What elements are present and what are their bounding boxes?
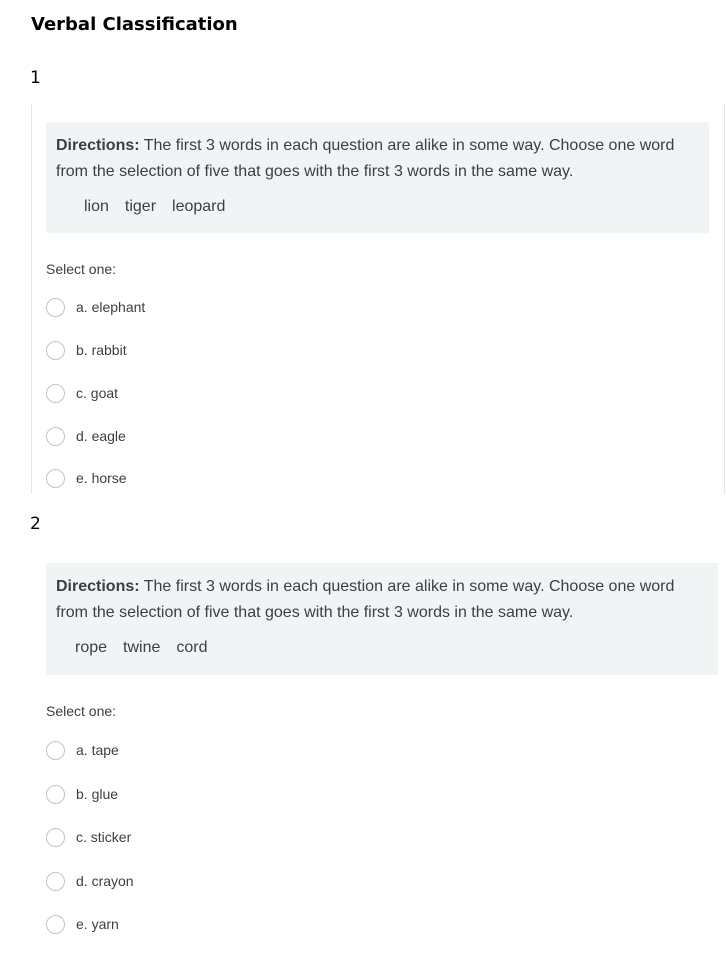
word: leopard — [172, 198, 226, 215]
word: cord — [176, 639, 208, 656]
directions-text: The first 3 words in each question are alike in some way. Choose one word from the selection of five that goes with the first 3 words in the same way. — [56, 578, 675, 621]
option-label: e. yarn — [76, 916, 119, 932]
question-2-option-d[interactable] — [46, 870, 134, 892]
word: twine — [123, 639, 161, 656]
radio-button[interactable] — [46, 741, 65, 760]
question-1-option-d[interactable] — [46, 425, 126, 447]
option-label: e. horse — [76, 470, 127, 486]
option-label: d. eagle — [76, 428, 126, 444]
question-2-option-e[interactable] — [46, 913, 119, 935]
radio-button[interactable] — [46, 298, 65, 317]
option-label: b. rabbit — [76, 342, 127, 358]
radio-button[interactable] — [46, 872, 65, 891]
question-2-prompt: Select one: — [46, 703, 117, 719]
radio-button[interactable] — [46, 915, 65, 934]
question-1-option-c[interactable] — [46, 382, 118, 404]
question-1-words — [84, 198, 241, 216]
question-1-prompt: Select one: — [46, 261, 117, 277]
radio-button[interactable] — [46, 828, 65, 847]
question-1-border-left — [31, 104, 32, 494]
word: rope — [75, 639, 108, 656]
question-2-text — [46, 563, 718, 675]
question-1-option-a[interactable] — [46, 296, 145, 318]
option-label: c. sticker — [76, 829, 132, 845]
option-label: c. goat — [76, 385, 119, 401]
option-label: b. glue — [76, 786, 119, 802]
question-1-text — [46, 122, 709, 233]
word: tiger — [124, 198, 157, 215]
directions-label: Directions: — [56, 578, 140, 595]
option-label: d. crayon — [76, 873, 134, 889]
word: lion — [84, 198, 109, 215]
directions-label: Directions: — [56, 137, 140, 154]
directions-text: The first 3 words in each question are alike in some way. Choose one word from the selection of five that goes with the first 3 words in the same way. — [56, 137, 675, 180]
question-2-option-c[interactable] — [46, 826, 131, 848]
question-2-number: 2 — [30, 514, 41, 534]
radio-button[interactable] — [46, 427, 65, 446]
question-1-option-e[interactable] — [46, 467, 127, 489]
question-2-words — [75, 639, 224, 657]
question-1-number: 1 — [30, 68, 41, 88]
question-1-option-b[interactable] — [46, 339, 127, 361]
page-title: Verbal Classification — [31, 14, 238, 35]
question-1-border-right — [724, 104, 725, 494]
question-2-option-b[interactable] — [46, 783, 118, 805]
radio-button[interactable] — [46, 785, 65, 804]
option-label: a. tape — [76, 742, 119, 758]
radio-button[interactable] — [46, 384, 65, 403]
question-2-option-a[interactable] — [46, 739, 119, 761]
radio-button[interactable] — [46, 341, 65, 360]
option-label: a. elephant — [76, 299, 146, 315]
radio-button[interactable] — [46, 469, 65, 488]
